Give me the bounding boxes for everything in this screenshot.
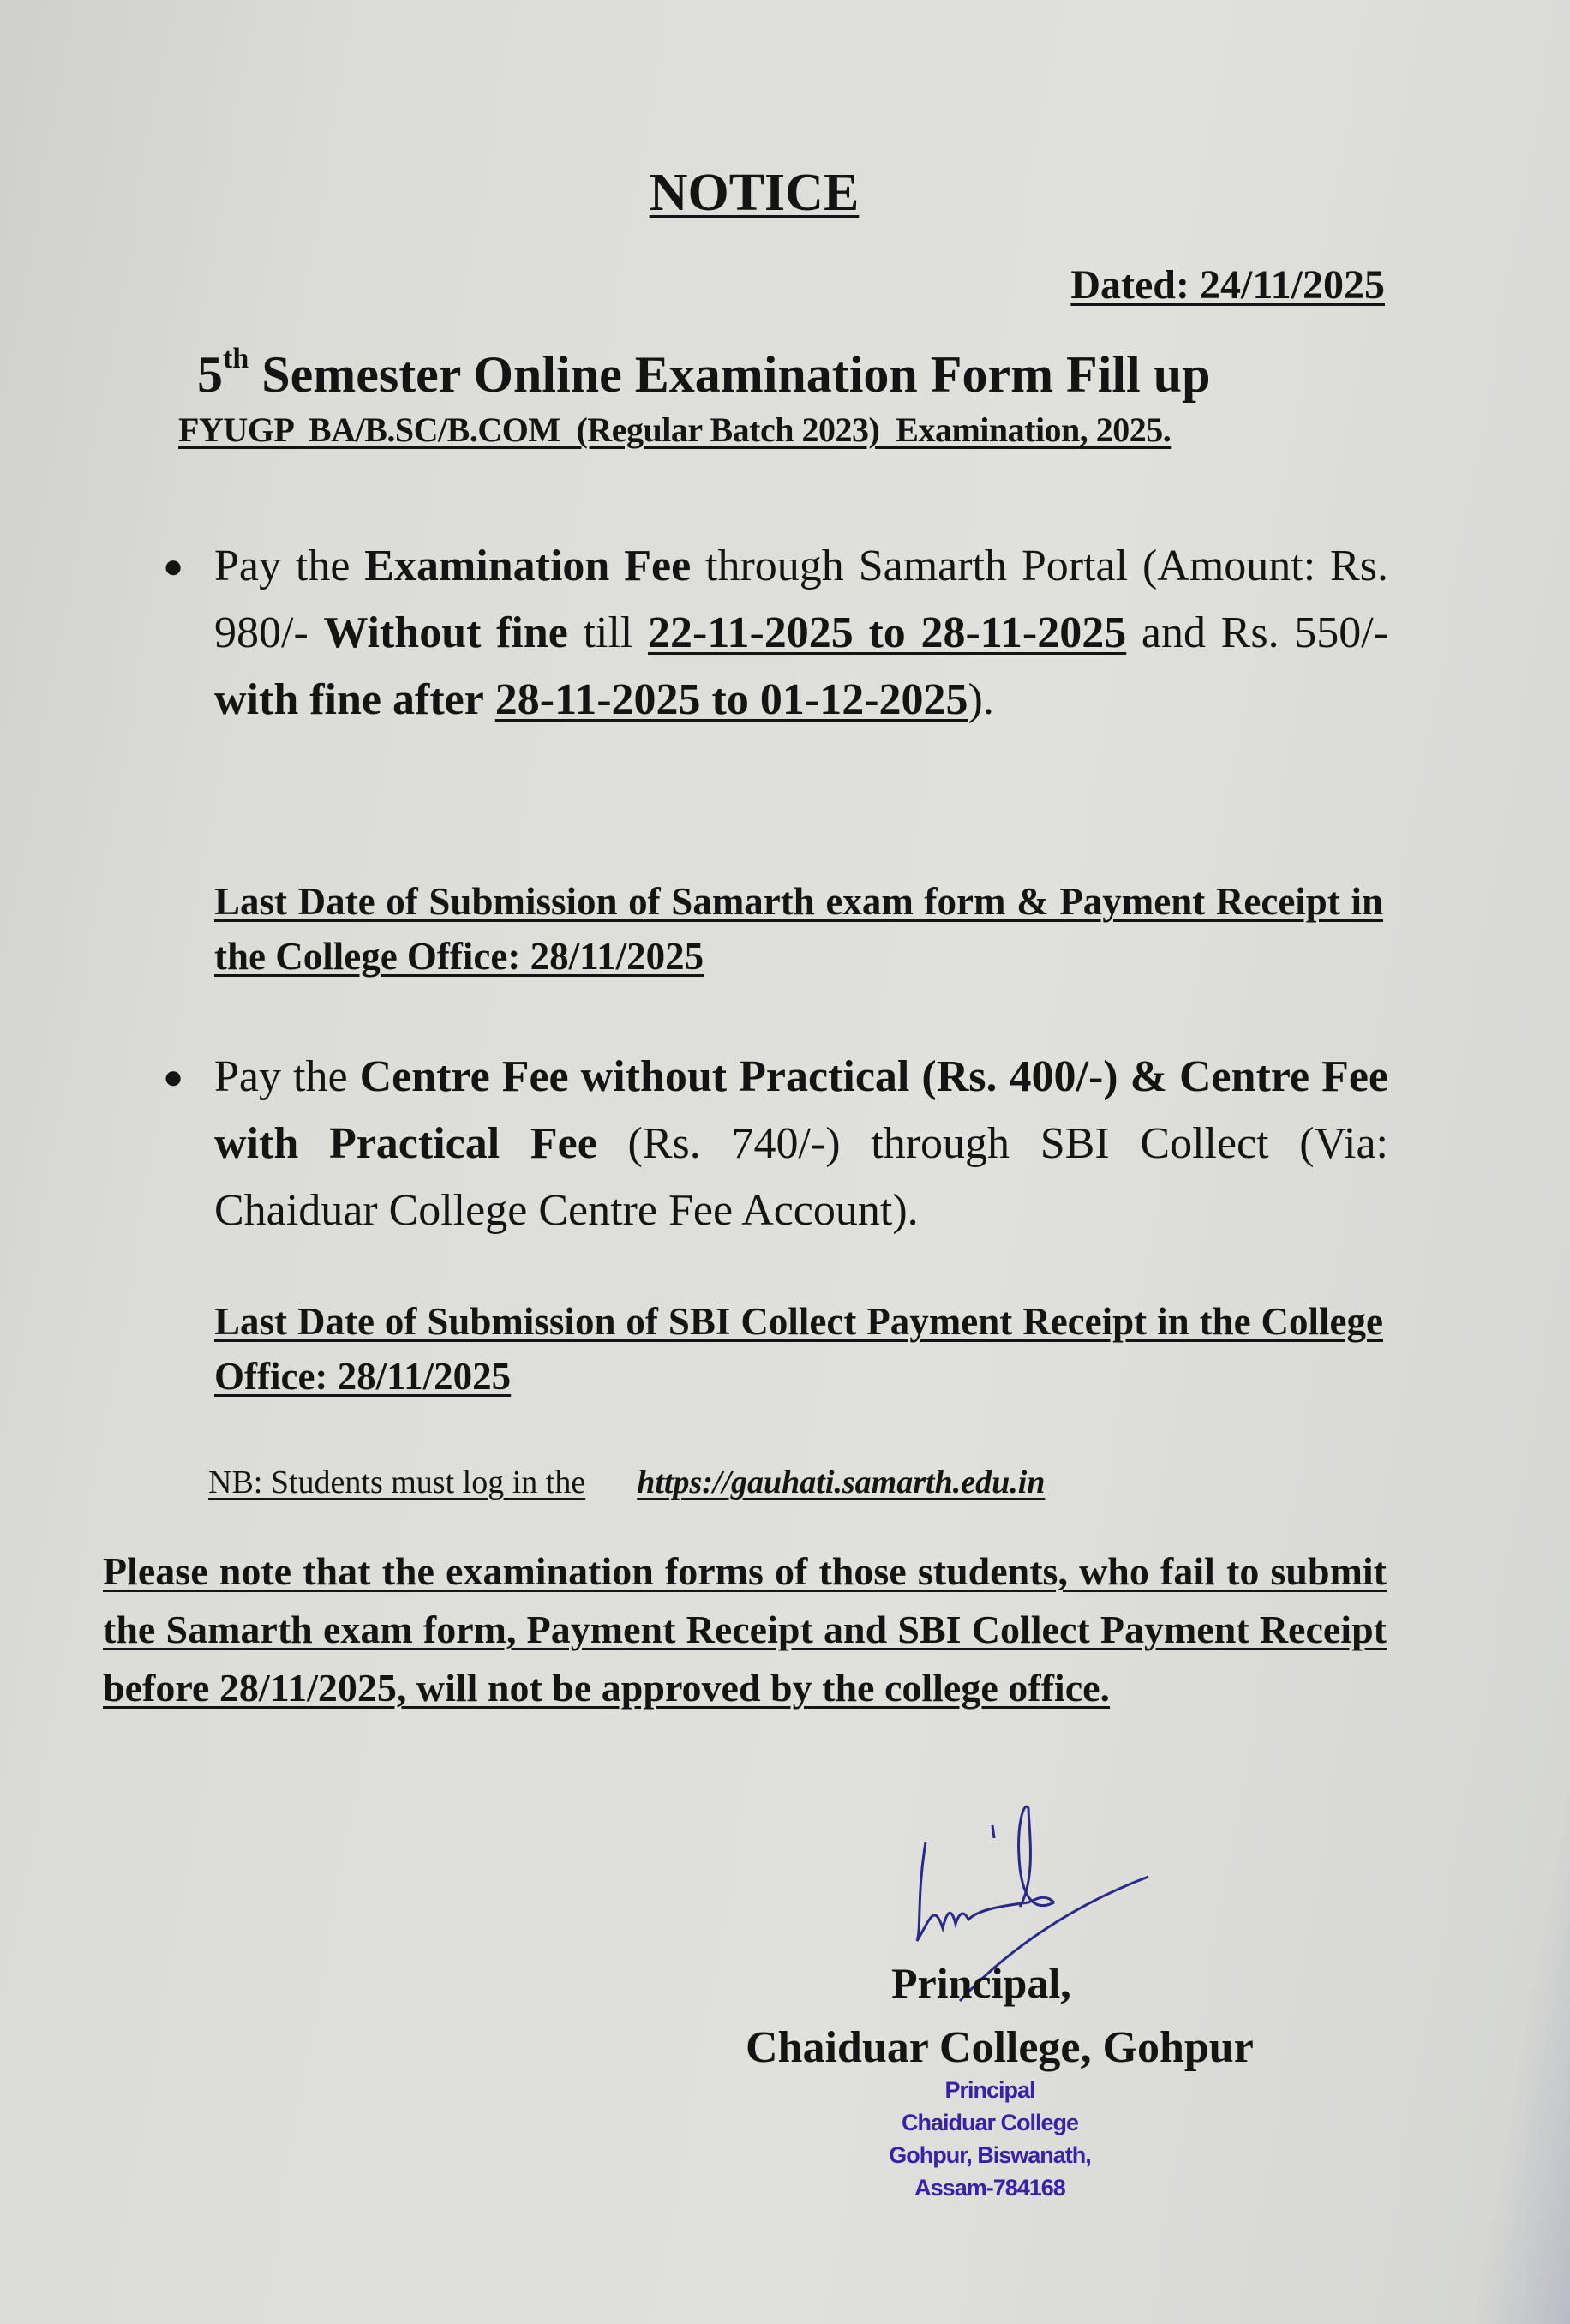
notice-title-text: NOTICE [649, 164, 860, 222]
text: and Rs. 550/- [1126, 608, 1389, 657]
bullet-icon: ● [163, 1057, 184, 1096]
heading-text: Semester Online Examination Form Fill up [261, 346, 1211, 403]
notice-date: Dated: 24/11/2025 [1070, 262, 1385, 308]
portal-link[interactable]: https://gauhati.samarth.edu.in [637, 1464, 1046, 1500]
bullet-icon: ● [163, 547, 184, 585]
bullet-centre-fee-text [214, 1044, 1388, 1244]
bullet-exam-fee-text [214, 533, 1388, 734]
notice-subheading [178, 410, 1327, 450]
signatory-designation: Principal, [891, 1959, 1071, 2007]
bullet-centre-fee [163, 1044, 1388, 1244]
nb-note [208, 1464, 1045, 1501]
text: through Samarth Portal (Amount: Rs. 980/- [214, 542, 1388, 657]
subheading-text: FYUGP BA/B.SC/B.COM (Regular Batch 2023) Examination, 2025. [178, 410, 1172, 449]
text: Pay the [214, 1052, 360, 1101]
last-date-sbi: Last Date of Submission of SBI Collect Payment Receipt in the College Office: 28/11/2025 [214, 1300, 1383, 1398]
notice-heading [197, 343, 1210, 404]
semester-number: 5 [197, 346, 223, 403]
semester-suffix: th [223, 343, 249, 374]
text: (Rs. 740/-) through SBI Collect (Via: Chaiduar College Centre Fee Account). [214, 1119, 1389, 1235]
text: till [567, 608, 649, 657]
official-stamp [874, 2074, 1106, 2204]
nb-label: NB: Students must log in the [208, 1464, 586, 1500]
stamp-line: Principal [944, 2077, 1035, 2103]
stamp-line: Gohpur, Biswanath, [889, 2142, 1091, 2168]
stamp-line: Chaiduar College [901, 2110, 1079, 2135]
bullet-exam-fee [163, 533, 1388, 734]
text-bold: Centre Fee without Practical (Rs. 400/-) & Centre Fee with Practical Fee [214, 1052, 1388, 1168]
notice-title [0, 163, 1508, 224]
signatory-institution: Chaiduar College, Gohpur [746, 2023, 1254, 2072]
text-bold: Without fine [323, 608, 568, 657]
warning-paragraph: Please note that the examination forms of those students, who fail to submit the Samarth exam form, Payment Receipt and SBI Collect Payment Receipt before 28/11/2025, will not be approved by the college office. [103, 1549, 1387, 1710]
date-range: 28-11-2025 to 01-12-2025 [494, 675, 968, 724]
last-date-samarth: Last Date of Submission of Samarth exam form & Payment Receipt in the College Office: 28/11/2025 [214, 880, 1383, 978]
date-range: 22-11-2025 to 28-11-2025 [648, 608, 1127, 657]
text-bold: with fine after [214, 675, 484, 724]
text: Pay the [214, 542, 365, 590]
stamp-line: Assam-784168 [914, 2175, 1065, 2201]
text-bold: Examination Fee [364, 542, 692, 590]
text: ). [968, 675, 994, 724]
